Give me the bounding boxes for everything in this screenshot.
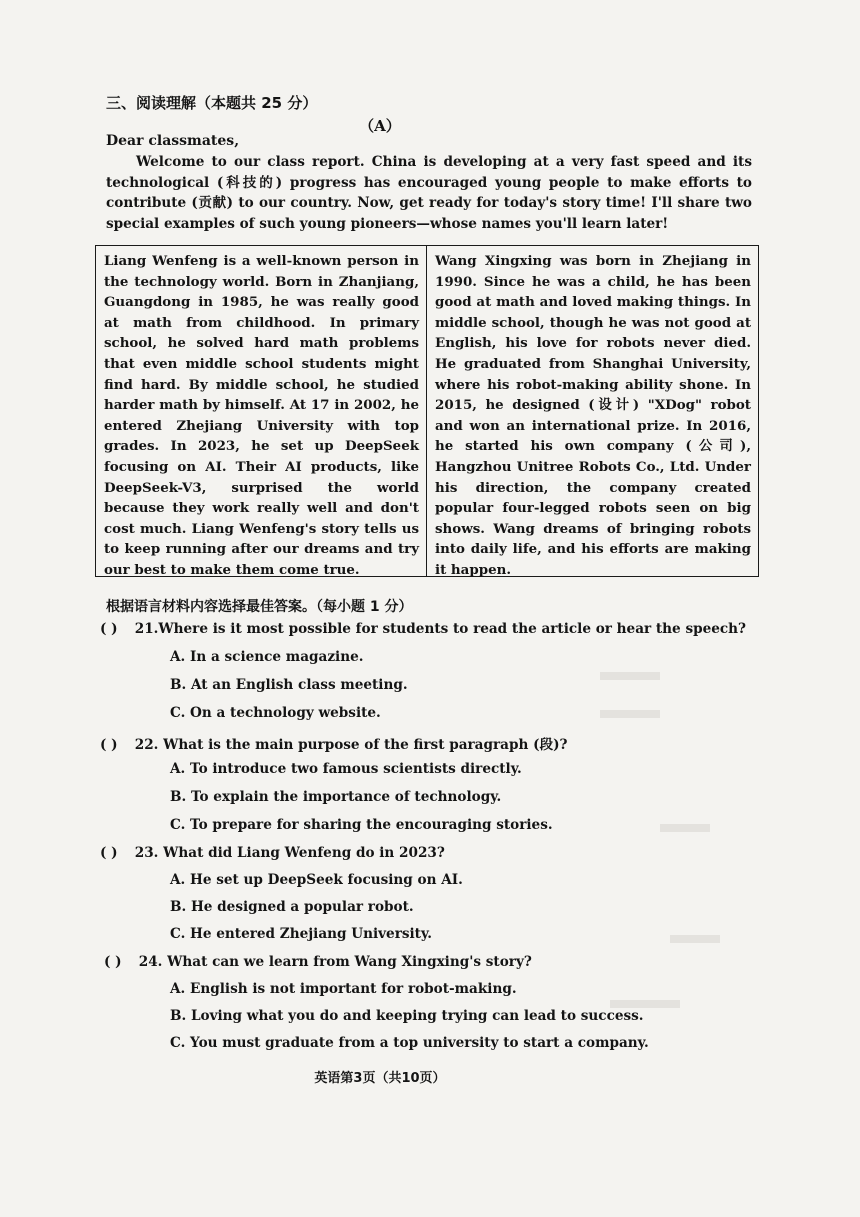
option-21-a: A. In a science magazine. (170, 649, 364, 665)
question-22 (100, 733, 568, 753)
option-24-a: A. English is not important for robot-making. (170, 981, 517, 997)
option-22-c: C. To prepare for sharing the encouraging stories. (170, 817, 553, 833)
question-text: 22. What is the main purpose of the first paragraph (段)? (134, 737, 568, 753)
option-23-c: C. He entered Zhejiang University. (170, 926, 433, 942)
story-wang-xingxing: Wang Xingxing was born in Zhejiang in 1990. Since he was a child, he has been good at math and loved making things. In middle school, though he was not good at English, his love for robots never died. He graduated from Shanghai University, where his robot-making ability shone. In 2015, he designed (设计) "XDog" robot and won an international prize. In 2016, he started his own company (公司), Hangzhou Unitree Robots Co., Ltd. Under his direction, the company created popular four-legged robots seen on big shows. Wang dreams of bringing robots into daily life, and his efforts are making it happen. (435, 253, 751, 578)
question-text: 23. What did Liang Wenfeng do in 2023? (134, 845, 445, 861)
option-23-b: B. He designed a popular robot. (170, 899, 414, 915)
answer-blank[interactable]: ( ) (100, 621, 118, 637)
answer-blank[interactable]: ( ) (100, 737, 118, 753)
option-23-a: A. He set up DeepSeek focusing on AI. (170, 872, 463, 888)
question-23 (100, 845, 445, 861)
option-21-b: B. At an English class meeting. (170, 677, 408, 693)
passage-label: （A） (359, 117, 401, 135)
story-table (95, 245, 759, 577)
option-22-a: A. To introduce two famous scientists directly. (170, 761, 522, 777)
greeting: Dear classmates, (106, 133, 240, 149)
intro-paragraph: Welcome to our class report. China is developing at a very fast speed and its technological (科技的) progress has encouraged young people to make efforts to contribute (贡献) to our country. Now, get ready for today's story time! I'll share two special examples of such young pioneers—whose names you'll learn later! (106, 154, 752, 232)
question-text: 21.Where is it most possible for students to read the article or hear the speech? (134, 621, 747, 637)
instructions: 根据语言材料内容选择最佳答案。（每小题 1 分） (106, 599, 413, 615)
answer-blank[interactable]: ( ) (100, 845, 118, 861)
option-24-b: B. Loving what you do and keeping trying can lead to success. (170, 1008, 644, 1024)
question-text: 24. What can we learn from Wang Xingxing's story? (138, 954, 532, 970)
question-24 (104, 954, 532, 970)
option-22-b: B. To explain the importance of technology. (170, 789, 502, 805)
option-21-c: C. On a technology website. (170, 705, 381, 721)
question-21 (100, 621, 746, 637)
story-liang-wenfeng: Liang Wenfeng is a well-known person in the technology world. Born in Zhanjiang, Guangdong in 1985, he was really good at math from childhood. In primary school, he solved hard math problems that even middle school students might find hard. By middle school, he studied harder math by himself. At 17 in 2002, he entered Zhejiang University with top grades. In 2023, he set up DeepSeek focusing on AI. Their AI products, like DeepSeek-V3, surprised the world because they work really well and don't cost much. Liang Wenfeng's story tells us to keep running after our dreams and try our best to make them come true. (96, 246, 427, 576)
section-title: 三、阅读理解（本题共 25 分） (106, 94, 318, 112)
page-footer: 英语第3页（共10页） (314, 1071, 446, 1086)
option-24-c: C. You must graduate from a top university to start a company. (170, 1035, 649, 1051)
answer-blank[interactable]: ( ) (104, 954, 122, 970)
